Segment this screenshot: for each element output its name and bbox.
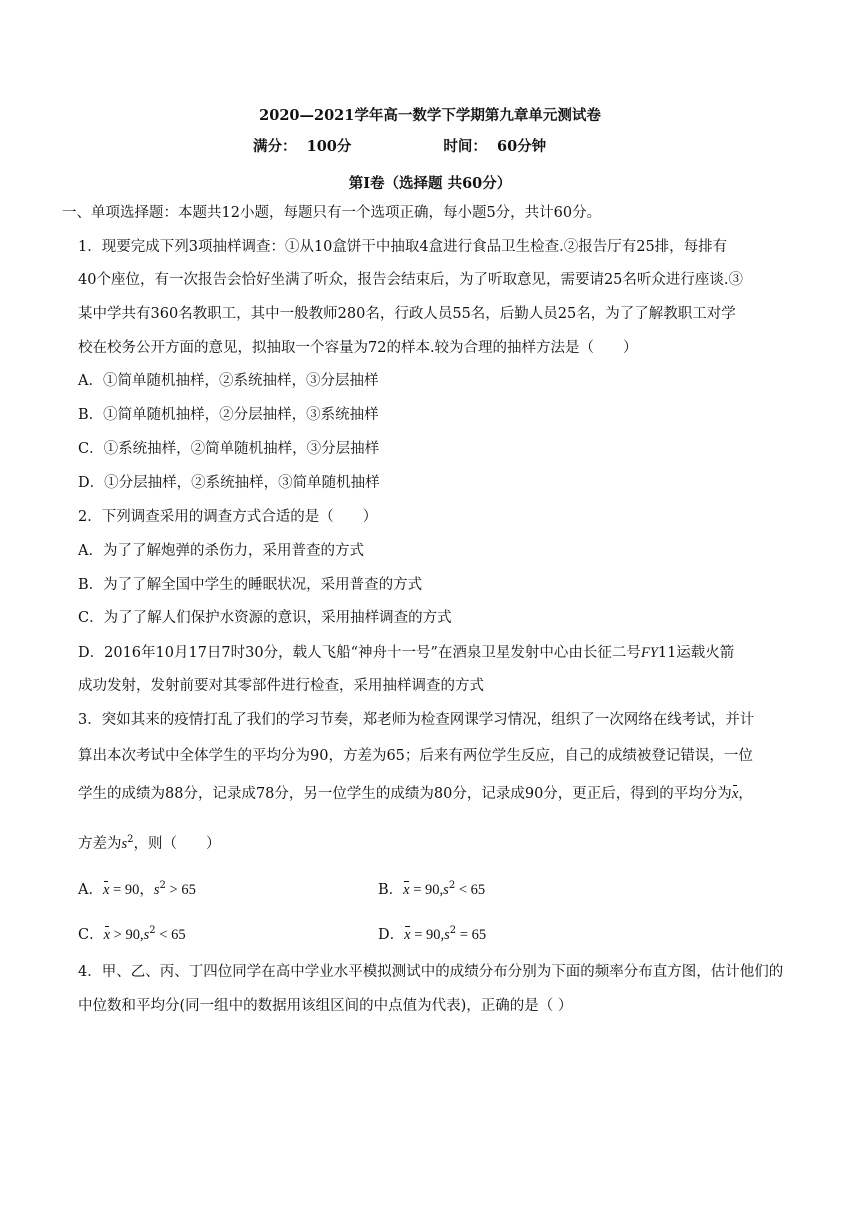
q1-stem-line: 40个座位，有一次报告会恰好坐满了听众，报告会结束后，为了听取意见，需要请25名听众进行座谈.③ [78,272,744,288]
section-instruction: 一、单项选择题：本题共12小题，每题只有一个选项正确，每小题5分，共计60分。 [62,205,602,221]
q1-option-a: A．①简单随机抽样，②系统抽样，③分层抽样 [78,373,379,389]
q3-option-a [78,876,196,900]
q3-then-text: ，则（ ） [133,835,221,852]
q3-stem-line3 [78,784,753,804]
q3-option-d [378,921,486,945]
full-score-value: 100分 [306,138,352,155]
x-bar-symbol: x [731,786,739,802]
q4-stem-line: 4．甲、乙、丙、丁四位同学在高中学业水平模拟测试中的成绩分布分别为下面的频率分布直方图，估计他们的 [78,964,784,980]
q3-option-c [78,921,186,945]
q1-stem-line: 某中学共有360名教职工，其中一般教师280名，行政人员55名，后勤人员25名，为了了解教职工对学 [78,306,736,322]
x-bar-symbol: x [404,926,411,943]
s-variable: s [143,926,150,943]
q2-stem: 2．下列调查采用的调查方式合适的是（ ） [78,509,378,525]
exam-title: 2020—2021学年高一数学下学期第九章单元测试卷 [259,107,601,124]
q4-stem-line: 中位数和平均分(同一组中的数据用该组区间的中点值为代表)，正确的是（ ） [78,998,573,1014]
q2-option-c: C．为了了解人们保护水资源的意识，采用抽样调查的方式 [78,610,452,626]
time-label: 时间： [443,138,487,155]
superscript: 2 [159,880,166,891]
option-label: A． [78,881,103,898]
q2-option-d-line2: 成功发射，发射前要对其零部件进行检查，采用抽样调查的方式 [78,678,484,694]
option-expr: = 90， [109,881,154,898]
q2-option-d-line1 [78,643,734,663]
x-bar-symbol: x [102,881,110,898]
q1-option-c: C．①系统抽样，②简单随机抽样，③分层抽样 [78,441,380,457]
q1-stem-line: 校在校务公开方面的意见，拟抽取一个容量为72的样本.较为合理的抽样方法是（ ） [78,340,638,356]
q3-variance-text: 方差为 [78,835,122,852]
q2-option-d-math: FY [640,645,658,661]
time-value: 60分钟 [497,138,547,155]
q3-stem-text: 学生的成绩为88分，记录成78分，另一位学生的成绩为80分，记录成90分，更正后，得到的平均分为 [78,786,732,802]
option-expr: = 65 [456,926,487,943]
q1-option-d: D．①分层抽样，②系统抽样，③简单随机抽样 [78,475,380,491]
q2-option-a: A．为了了解炮弹的杀伤力，采用普查的方式 [78,543,364,559]
superscript: 2 [448,880,456,891]
q2-option-b: B．为了了解全国中学生的睡眠状况，采用普查的方式 [78,577,423,593]
superscript: 2 [149,925,156,936]
s-variable: s [444,926,450,943]
q2-option-d-text: D．2016年10月17日7时30分，载人飞船“神舟十一号”在酒泉卫星发射中心由长征二号 [78,645,641,661]
option-expr: < 65 [155,926,186,943]
option-label: C． [78,926,104,943]
q3-stem-line4 [78,830,221,854]
superscript: 2 [127,834,134,845]
section-title: 第Ⅰ卷（选择题 共60分） [348,175,512,192]
option-expr: > 90, [110,926,144,943]
s-variable: s [443,881,449,898]
s-variable: s [153,881,160,898]
q3-comma: ， [738,786,753,802]
q1-stem-line: 1．现要完成下列3项抽样调查：①从10盒饼干中抽取4盒进行食品卫生检查.②报告厅有25排，每排有 [78,239,728,255]
x-bar-symbol: x [103,926,111,943]
q2-option-d-text-end: 11运载火箭 [657,645,735,661]
option-label: D． [378,926,405,943]
option-expr: = 90, [409,881,444,898]
q3-stem-line: 算出本次考试中全体学生的平均分为90，方差为65；后来有两位学生反应，自己的成绩被登记错误，一位 [78,748,753,764]
option-expr: > 65 [165,881,196,898]
full-score-label: 满分： [253,138,297,155]
superscript: 2 [449,925,457,936]
q1-option-b: B．①简单随机抽样，②分层抽样，③系统抽样 [78,407,379,423]
q3-option-b [378,876,485,900]
option-expr: < 65 [455,881,486,898]
q3-stem-line: 3．突如其来的疫情打乱了我们的学习节奏，郑老师为检查网课学习情况，组织了一次网络在线考试，并计 [78,712,755,728]
x-bar-symbol: x [403,881,410,898]
option-label: B． [378,881,404,898]
s-variable: s [121,835,128,852]
exam-meta [253,135,546,156]
option-expr: = 90, [410,926,445,943]
